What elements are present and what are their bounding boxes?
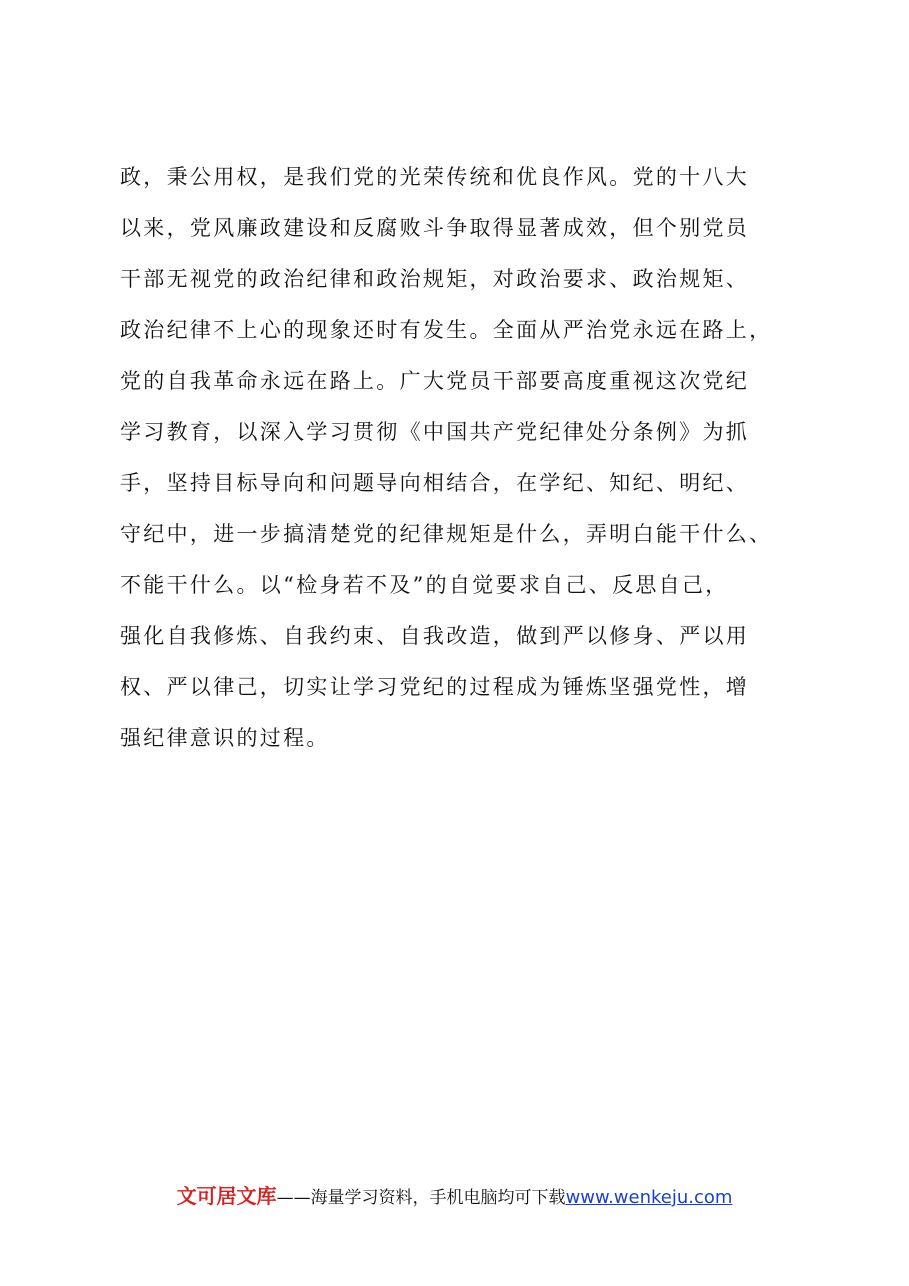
text-line: 强纪律意识的过程。 [120,726,330,750]
text-line: 权、严以律己，切实让学习党纪的过程成为锤炼坚强党性，增 [120,675,750,699]
document-body [120,152,820,764]
text-line: 守纪中，进一步搞清楚党的纪律规矩是什么，弄明白能干什么、 [120,522,773,546]
brand-name: 文可居文库 [176,1184,277,1208]
text-line: 政治纪律不上心的现象还时有发生。全面从严治党永远在路上， [120,318,773,342]
text-line: 政，秉公用权，是我们党的光荣传统和优良作风。党的十八大 [120,165,750,189]
text-line: 强化自我修炼、自我约束、自我改造，做到严以修身、严以用 [120,624,750,648]
text-line: 干部无视党的政治纪律和政治规矩，对政治要求、政治规矩、 [120,267,750,291]
footer-banner [0,1180,909,1209]
footer-slogan: ——海量学习资料，手机电脑均可下载 [276,1188,566,1208]
website-link[interactable]: www.wenkeju.com [565,1187,733,1208]
text-line: 以来，党风廉政建设和反腐败斗争取得显著成效，但个别党员 [120,216,750,240]
text-line: 手，坚持目标导向和问题导向相结合，在学纪、知纪、明纪、 [120,471,750,495]
text-line: 党的自我革命永远在路上。广大党员干部要高度重视这次党纪 [120,369,750,393]
text-line: 学习教育，以深入学习贯彻《中国共产党纪律处分条例》为抓 [120,420,750,444]
text-line: 不能干什么。以“检身若不及”的自觉要求自己、反思自己， [120,573,729,597]
